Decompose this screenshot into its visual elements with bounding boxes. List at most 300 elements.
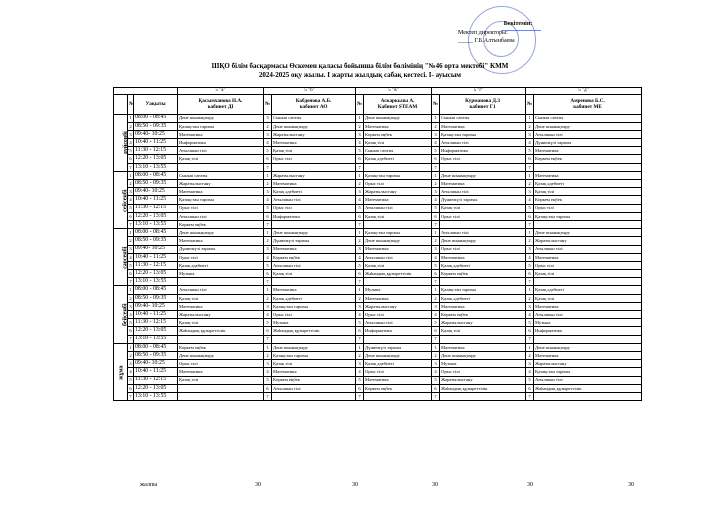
teacher-name: Курманова Д.З (465, 98, 500, 104)
teacher-name: Қасымханова Н.А. (198, 98, 243, 104)
lesson-time: 12:20 - 13:05 (134, 327, 178, 335)
lesson-subject: Ағылшын тілі (272, 384, 356, 392)
time-header: Уақыты (134, 94, 178, 114)
day-label: дүйсенбі (122, 131, 129, 155)
lesson-number: 7 (526, 220, 534, 228)
lesson-number: 2 (432, 122, 440, 130)
lesson-subject: Музыка (272, 319, 356, 327)
lesson-number: 6 (432, 384, 440, 392)
day-label: бейсенбі (122, 303, 129, 327)
lesson-subject: Сынып сағаты (272, 114, 356, 122)
lesson-time: 09:40- 10:25 (134, 302, 178, 310)
lesson-number: 3 (432, 245, 440, 253)
lesson-number: 2 (526, 237, 534, 245)
lesson-subject-5a: Қазақ тілі (178, 376, 264, 384)
lesson-subject (272, 220, 356, 228)
lesson-subject-5a: Информатика (178, 139, 264, 147)
lesson-time: 10:40 - 11:25 (134, 368, 178, 376)
lesson-number: 4 (356, 311, 364, 319)
lesson-subject-5a: Ағылшын тілі (178, 286, 264, 294)
lesson-time: 13:10 - 13:55 (134, 220, 178, 228)
lesson-subject-5a: Математика (178, 302, 264, 310)
lesson-subject: Ағылшын тілі (364, 253, 432, 261)
lesson-subject: Математика (364, 245, 432, 253)
teacher-room: кабинет АО (299, 104, 328, 110)
lesson-subject: Қазақстан тарихы (272, 302, 356, 310)
lesson-subject-5a (178, 335, 264, 343)
lesson-subject: Көркем еңбек (534, 155, 642, 163)
lesson-time: 09:40- 10:25 (134, 130, 178, 138)
lesson-subject: Қазақстан тарихы (534, 212, 642, 220)
lesson-subject-5a: Жаратылыстану (178, 311, 264, 319)
lesson-number: 3 (356, 302, 364, 310)
lesson-number: 6 (356, 212, 364, 220)
lesson-number: 5 (264, 319, 272, 327)
table-row (114, 311, 642, 319)
day-name (114, 229, 128, 286)
lesson-number: 6 (526, 384, 534, 392)
lesson-number: 1 (432, 286, 440, 294)
table-row (114, 253, 642, 261)
lesson-time: 10:40 - 11:25 (134, 139, 178, 147)
lesson-number: 2 (264, 180, 272, 188)
lesson-subject (272, 163, 356, 171)
lesson-number: 1 (356, 286, 364, 294)
lesson-subject: Жаратылыстану (534, 360, 642, 368)
lesson-number: 7 (356, 163, 364, 171)
class-name: 5 "г" (432, 88, 526, 95)
lesson-subject: Математика (534, 253, 642, 261)
table-row (114, 343, 642, 351)
lesson-subject (534, 278, 642, 286)
lesson-subject: Қазақ тілі (440, 204, 526, 212)
table-row (114, 360, 642, 368)
lesson-subject-5a: Музыка (178, 270, 264, 278)
lesson-subject: Жаһандық құзыреттілік (364, 270, 432, 278)
lesson-number: 5 (356, 319, 364, 327)
lesson-subject-5a: Орыс тілі (178, 253, 264, 261)
lesson-subject-5a: Қазақстан тарихы (178, 122, 264, 130)
lesson-number: 3 (129, 131, 132, 137)
lesson-number: 3 (264, 188, 272, 196)
lesson-number: 6 (432, 155, 440, 163)
lesson-number: 2 (264, 351, 272, 359)
table-row (114, 270, 642, 278)
lesson-time: 08:50 - 09:35 (134, 351, 178, 359)
lesson-number: 2 (526, 351, 534, 359)
lesson-subject: Орыс тілі (440, 245, 526, 253)
lesson-subject: Қазақ әдебиеті (440, 294, 526, 302)
table-row (114, 335, 642, 343)
lesson-subject: Орыс тілі (440, 368, 526, 376)
lesson-number: 6 (129, 213, 132, 219)
lesson-time: 12:20 - 13:05 (134, 270, 178, 278)
lesson-number: 6 (356, 155, 364, 163)
lesson-number: 5 (356, 261, 364, 269)
lesson-number: 6 (264, 212, 272, 220)
lesson-number: 2 (264, 237, 272, 245)
lesson-subject (440, 335, 526, 343)
lesson-number: 7 (526, 392, 534, 400)
lesson-subject (534, 335, 642, 343)
lesson-number: 2 (526, 180, 534, 188)
lesson-number: 1 (526, 229, 534, 237)
lesson-number: 4 (432, 253, 440, 261)
lesson-subject: Информатика (272, 212, 356, 220)
lesson-subject-5a (178, 163, 264, 171)
lesson-subject: Көркем еңбек (364, 130, 432, 138)
class-name: 5 "а" (178, 88, 264, 95)
lesson-number: 4 (432, 311, 440, 319)
lesson-number: 7 (432, 335, 440, 343)
lesson-subject-5a: Математика (178, 368, 264, 376)
lesson-number: 2 (356, 122, 364, 130)
lesson-time: 12:20 - 13:05 (134, 384, 178, 392)
lesson-number: 7 (129, 164, 132, 170)
total-5a: 30 (255, 482, 261, 488)
lesson-number: 1 (129, 287, 132, 293)
lesson-number: 1 (526, 286, 534, 294)
table-row (114, 220, 642, 228)
lesson-subject: Көркем еңбек (440, 311, 526, 319)
lesson-number: 4 (526, 196, 534, 204)
lesson-number: 7 (129, 393, 132, 399)
lesson-number: 4 (526, 253, 534, 261)
lesson-subject: Математика (534, 147, 642, 155)
lesson-number: 4 (129, 197, 132, 203)
lesson-subject-5a: Математика (178, 130, 264, 138)
lesson-subject: Қазақ тілі (364, 261, 432, 269)
lesson-number: 7 (264, 392, 272, 400)
lesson-number: 2 (526, 294, 534, 302)
lesson-number: 4 (356, 253, 364, 261)
lesson-number: 5 (129, 148, 132, 154)
lesson-number: 4 (264, 253, 272, 261)
lesson-subject (440, 163, 526, 171)
lesson-subject-5a: Қазақ тілі (178, 319, 264, 327)
lesson-number: 1 (526, 171, 534, 179)
lesson-number: 6 (129, 270, 132, 276)
lesson-number: 4 (129, 311, 132, 317)
lesson-subject: Қазақ әдебиеті (534, 180, 642, 188)
lesson-time: 08:00 - 08:45 (134, 229, 178, 237)
lesson-number: 7 (356, 392, 364, 400)
lesson-subject-5a: Қазақ әдебиеті (178, 261, 264, 269)
lesson-subject: Жаһандық құзыреттілік (440, 384, 526, 392)
lesson-time: 11:30 - 12:15 (134, 319, 178, 327)
lesson-subject-5a: Дене шынықтыру (178, 229, 264, 237)
lesson-number: 4 (432, 139, 440, 147)
lesson-subject-5a: Көркем еңбек (178, 343, 264, 351)
table-row (114, 139, 642, 147)
table-row (114, 384, 642, 392)
lesson-number: 2 (432, 351, 440, 359)
lesson-subject-5a: Математика (178, 237, 264, 245)
lesson-number: 6 (264, 327, 272, 335)
lesson-number: 1 (432, 171, 440, 179)
num-header: № (356, 94, 364, 114)
day-name (114, 286, 128, 343)
lesson-number: 7 (129, 279, 132, 285)
lesson-subject (440, 278, 526, 286)
lesson-subject: Орыс тілі (272, 311, 356, 319)
table-row (114, 163, 642, 171)
lesson-number: 4 (356, 368, 364, 376)
lesson-number: 1 (264, 286, 272, 294)
lesson-subject: Қазақ әдебиеті (272, 188, 356, 196)
lesson-number: 7 (432, 392, 440, 400)
lesson-subject-5a: Көркем еңбек (178, 220, 264, 228)
lesson-subject: Ағылшын тілі (272, 196, 356, 204)
lesson-number: 1 (356, 343, 364, 351)
teacher-header (440, 94, 526, 114)
lesson-subject: Қазақ әдебиеті (364, 155, 432, 163)
lesson-number: 6 (356, 270, 364, 278)
lesson-number: 5 (129, 377, 132, 383)
lesson-number: 1 (264, 343, 272, 351)
lesson-subject: Музыка (440, 360, 526, 368)
lesson-number: 3 (264, 302, 272, 310)
lesson-subject: Жаһандық құзыреттілік (272, 327, 356, 335)
teacher-room: кабинет Г1 (469, 104, 496, 110)
lesson-number: 4 (526, 311, 534, 319)
num-header: № (526, 94, 534, 114)
lesson-number: 7 (526, 278, 534, 286)
lesson-subject: Математика (534, 171, 642, 179)
class-name: 5 "в" (356, 88, 432, 95)
lesson-number: 7 (129, 221, 132, 227)
class-name: 5 "б" (264, 88, 356, 95)
lesson-number: 2 (432, 294, 440, 302)
num-header: № (432, 94, 440, 114)
lesson-subject: Математика (272, 368, 356, 376)
table-row (114, 392, 642, 400)
lesson-subject: Сынып сағаты (440, 114, 526, 122)
lesson-time: 08:50 - 09:35 (134, 180, 178, 188)
lesson-subject: Математика (364, 294, 432, 302)
lesson-subject: Дене шынықтыру (534, 343, 642, 351)
table-row (114, 302, 642, 310)
lesson-number: 5 (356, 147, 364, 155)
lesson-number: 6 (526, 155, 534, 163)
lesson-subject: Қазақ әдебиеті (534, 286, 642, 294)
lesson-subject: Көркем еңбек (534, 196, 642, 204)
table-row (114, 171, 642, 179)
lesson-subject: Орыс тілі (534, 204, 642, 212)
lesson-subject: Ағылшын тілі (440, 229, 526, 237)
lesson-subject: Ағылшын тілі (364, 319, 432, 327)
lesson-subject: Қазақстан тарихы (440, 286, 526, 294)
table-row (114, 368, 642, 376)
table-row (114, 180, 642, 188)
lesson-number: 4 (129, 369, 132, 375)
lesson-subject: Жаратылыстану (440, 376, 526, 384)
teacher-header (534, 94, 642, 114)
lesson-subject-5a: Ағылшын тілі (178, 147, 264, 155)
lesson-number: 3 (129, 361, 132, 367)
total-5v: 30 (432, 482, 438, 488)
lesson-number: 1 (432, 114, 440, 122)
lesson-subject: Сынып сағаты (364, 147, 432, 155)
lesson-number: 4 (264, 196, 272, 204)
lesson-subject: Математика (272, 139, 356, 147)
lesson-subject: Қазақстан тарихы (364, 171, 432, 179)
lesson-subject: Математика (440, 343, 526, 351)
lesson-number: 7 (356, 278, 364, 286)
lesson-number: 3 (264, 360, 272, 368)
lesson-subject: Информатика (440, 147, 526, 155)
lesson-number: 4 (264, 311, 272, 319)
lesson-time: 10:40 - 11:25 (134, 196, 178, 204)
lesson-subject: Ағылшын тілі (364, 204, 432, 212)
lesson-number: 1 (356, 114, 364, 122)
lesson-number: 4 (432, 368, 440, 376)
lesson-number: 2 (129, 352, 132, 358)
teacher-name: Кабденова А.Б. (295, 98, 332, 104)
lesson-subject: Математика (364, 122, 432, 130)
lesson-subject: Дене шынықтыру (272, 229, 356, 237)
lesson-subject: Орыс тілі (364, 180, 432, 188)
lesson-subject: Қазақ тілі (534, 294, 642, 302)
lesson-time: 13:10 - 13:55 (134, 335, 178, 343)
lesson-time: 08:50 - 09:35 (134, 237, 178, 245)
lesson-number: 4 (356, 139, 364, 147)
day-header (114, 94, 128, 114)
lesson-subject-5a (178, 392, 264, 400)
lesson-subject (272, 278, 356, 286)
lesson-number: 1 (129, 115, 132, 121)
table-row (114, 122, 642, 130)
lesson-subject: Дене шынықтыру (364, 351, 432, 359)
lesson-subject: Математика (440, 180, 526, 188)
lesson-number: 2 (432, 237, 440, 245)
lesson-number: 5 (264, 204, 272, 212)
lesson-number: 2 (432, 180, 440, 188)
lesson-subject: Орыс тілі (272, 155, 356, 163)
lesson-number: 2 (264, 294, 272, 302)
lesson-number: 6 (432, 270, 440, 278)
lesson-number: 2 (129, 123, 132, 129)
lesson-subject (534, 163, 642, 171)
lesson-number: 4 (129, 254, 132, 260)
lesson-subject: Музыка (364, 286, 432, 294)
lesson-subject: Қазақстан тарихы (364, 229, 432, 237)
lesson-subject: Дене шынықтыру (440, 237, 526, 245)
lesson-number: 5 (264, 261, 272, 269)
lesson-number: 5 (526, 204, 534, 212)
table-row (114, 229, 642, 237)
lesson-number: 6 (264, 384, 272, 392)
teacher-room: кабинет МЕ (573, 104, 602, 110)
lesson-number: 5 (526, 376, 534, 384)
lesson-number: 5 (432, 204, 440, 212)
title-line-1: ШҚО білім басқармасы Өскемен қаласы бойынша білім бөлімінің "№46 орта мектебі" КММ (211, 62, 509, 70)
lesson-time: 09:40- 10:25 (134, 245, 178, 253)
lesson-number: 7 (356, 220, 364, 228)
lesson-number: 1 (526, 343, 534, 351)
lesson-number: 7 (129, 336, 132, 342)
lesson-subject: Дүниежүзі тарихы (440, 196, 526, 204)
table-row (114, 130, 642, 138)
lesson-number: 4 (432, 196, 440, 204)
teacher-name: Амренова Б.С. (570, 98, 605, 104)
teacher-header (364, 94, 432, 114)
lesson-time: 08:00 - 08:45 (134, 286, 178, 294)
lesson-subject (364, 392, 432, 400)
table-row (114, 376, 642, 384)
lesson-subject-5a: Сынып сағаты (178, 171, 264, 179)
lesson-number: 5 (129, 262, 132, 268)
lesson-subject-5a: Дене шынықтыру (178, 351, 264, 359)
lesson-number: 2 (356, 180, 364, 188)
lesson-time: 09:40- 10:25 (134, 188, 178, 196)
teacher-room: кабинет ДІ (207, 104, 234, 110)
table-row (114, 196, 642, 204)
lesson-number: 1 (356, 229, 364, 237)
lesson-number: 7 (526, 163, 534, 171)
table-row (114, 212, 642, 220)
lesson-number: 6 (432, 327, 440, 335)
lesson-number: 1 (432, 229, 440, 237)
lesson-number: 3 (264, 114, 272, 122)
lesson-number: 5 (526, 319, 534, 327)
lesson-number: 6 (526, 270, 534, 278)
lesson-subject-5a (178, 278, 264, 286)
approval-position: Мектеп директоры: (458, 29, 508, 36)
lesson-subject (364, 220, 432, 228)
lesson-subject: Қазақстан тарихы (440, 130, 526, 138)
lesson-subject: Көркем еңбек (272, 253, 356, 261)
lesson-number: 4 (526, 368, 534, 376)
lesson-number: 3 (432, 130, 440, 138)
table-row (114, 286, 642, 294)
lesson-subject-5a: Дене шынықтыру (178, 114, 264, 122)
lesson-subject: Жаратылыстану (364, 188, 432, 196)
lesson-subject: Жаратылыстану (440, 319, 526, 327)
lesson-time: 08:50 - 09:35 (134, 122, 178, 130)
lesson-subject: Көркем еңбек (272, 376, 356, 384)
table-row (114, 155, 642, 163)
lesson-number: 6 (526, 327, 534, 335)
lesson-subject: Дүниежүзі тарихы (364, 343, 432, 351)
lesson-number: 7 (432, 220, 440, 228)
lesson-number: 7 (432, 163, 440, 171)
lesson-number: 7 (526, 335, 534, 343)
lesson-number: 1 (526, 114, 534, 122)
lesson-subject (440, 220, 526, 228)
lesson-number: 6 (129, 385, 132, 391)
lesson-number: 4 (526, 139, 534, 147)
lesson-subject: Математика (272, 286, 356, 294)
teacher-header (272, 94, 356, 114)
document-title (0, 62, 720, 79)
lesson-subject: Жаратылыстану (272, 171, 356, 179)
lesson-time: 09:40- 10:25 (134, 360, 178, 368)
lesson-subject: Информатика (534, 327, 642, 335)
lesson-subject: Қазақ тілі (272, 360, 356, 368)
lesson-subject: Ағылшын тілі (272, 261, 356, 269)
day-label: жұма (118, 365, 125, 380)
lesson-subject-5a (178, 384, 264, 392)
lesson-number: 7 (264, 335, 272, 343)
lesson-number: 5 (526, 147, 534, 155)
lesson-number: 3 (264, 245, 272, 253)
lesson-number: 4 (356, 196, 364, 204)
table-row (114, 147, 642, 155)
table-row (114, 237, 642, 245)
lesson-subject: Сынып сағаты (534, 114, 642, 122)
teacher-header (178, 94, 264, 114)
